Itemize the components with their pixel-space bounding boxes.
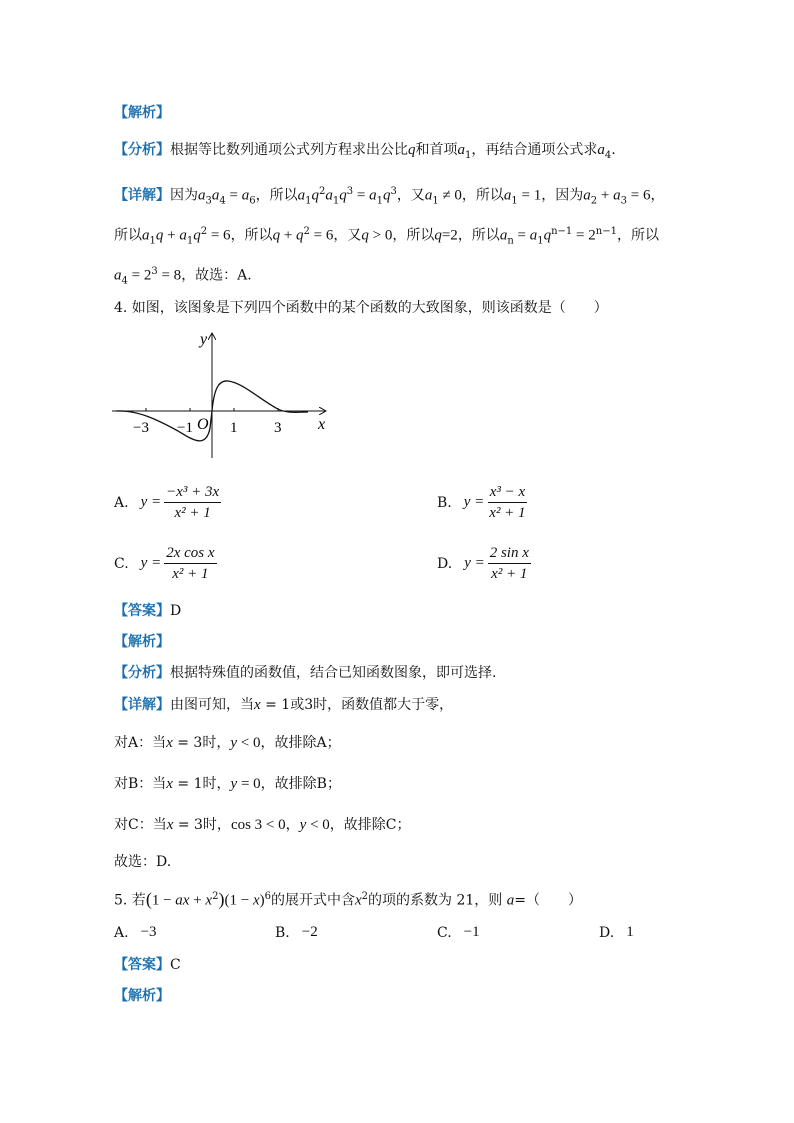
q3-detail-line-2: 所以$a_1q + a_1q^2 = 6$，所以$q + q^2 = 6$，又q > 0，所以q=2，所以$a_n = a_1q^{n-1} = 2^{n-1}$，所以 bbox=[114, 226, 659, 247]
tick-label: −3 bbox=[133, 420, 149, 436]
analysis-header: 【解析】 bbox=[114, 634, 170, 650]
analysis-header: 【解析】 bbox=[114, 105, 170, 121]
axis-x-label: x bbox=[318, 416, 326, 433]
q4-option-b[interactable]: B. y = $\frac{\text{x³ − x}}{\text{x² + 1}}$ bbox=[437, 484, 526, 521]
tick-label: 1 bbox=[230, 420, 238, 436]
q4-detail: 【详解】由图可知，当x = 1或3时，函数值都大于零， bbox=[114, 697, 454, 713]
q3-detail-line-1: 【详解】因为$a_3a_4 = a_6$，所以$a_1q^2a_1q^3 = a_1q^3$，又$a_1 \ne 0$，所以$a_1 = 1$，因为$a_2 + a_3 = 6$， bbox=[114, 186, 665, 207]
origin-label: O bbox=[197, 416, 209, 433]
q5-answer: 【答案】C bbox=[114, 957, 181, 973]
q5-option-a[interactable]: A. −3 bbox=[114, 924, 157, 941]
q4-eliminate-b: 对B：当x = 1时，y = 0，故排除B； bbox=[114, 776, 341, 792]
q4-eliminate-c: 对C：当x = 3时，cos 3 < 0，y < 0，故排除C； bbox=[114, 817, 411, 833]
q3-detail-line-3: $a_4 = 2^3 = 8$，故选：A. bbox=[114, 266, 252, 287]
q4-option-d[interactable]: D. y = $\frac{\text{2 sin x}}{\text{x² + 1}}$ bbox=[437, 545, 529, 582]
tick-label: 3 bbox=[274, 420, 282, 436]
answer-label: 【答案】 bbox=[114, 957, 170, 973]
q4-conclusion: 故选：D. bbox=[114, 854, 172, 870]
tick-label: −1 bbox=[177, 420, 193, 436]
analysis-label: 【分析】 bbox=[114, 142, 170, 158]
q5-stem: 5. 若(1 − ax + $x^2)(1 - x)^6$的展开式中含$x^2$的项的系数为 21，则 a=（ ） bbox=[114, 888, 582, 909]
q4-eliminate-a: 对A：当x = 3时，y < 0，故排除A； bbox=[114, 735, 341, 751]
q4-analysis: 【分析】根据特殊值的函数值，结合已知函数图象，即可选择. bbox=[114, 665, 497, 681]
q4-function-graph bbox=[108, 328, 338, 463]
axis-y-label: y bbox=[200, 331, 208, 348]
detail-label: 【详解】 bbox=[114, 187, 170, 204]
q5-option-c[interactable]: C. −1 bbox=[437, 924, 480, 941]
q5-option-d[interactable]: D. 1 bbox=[599, 924, 634, 941]
q4-option-c[interactable]: C. y = $\frac{\text{2x cos x}}{\text{x² + 1}}$ bbox=[114, 545, 215, 582]
analysis-header: 【解析】 bbox=[114, 988, 170, 1004]
q3-analysis: 【分析】根据等比数列通项公式列方程求出公比q和首项$a_1$，再结合通项公式求$a_4$. bbox=[114, 142, 616, 161]
q4-option-a[interactable]: A. y = $\frac{\text{−x³ + 3x}}{\text{x² + 1}}$ bbox=[114, 484, 220, 521]
q4-stem: 4. 如图，该图象是下列四个函数中的某个函数的大致图象，则该函数是（ ） bbox=[114, 300, 608, 316]
answer-label: 【答案】 bbox=[114, 603, 170, 619]
q5-option-b[interactable]: B. −2 bbox=[275, 924, 318, 941]
q4-answer: 【答案】D bbox=[114, 603, 182, 619]
